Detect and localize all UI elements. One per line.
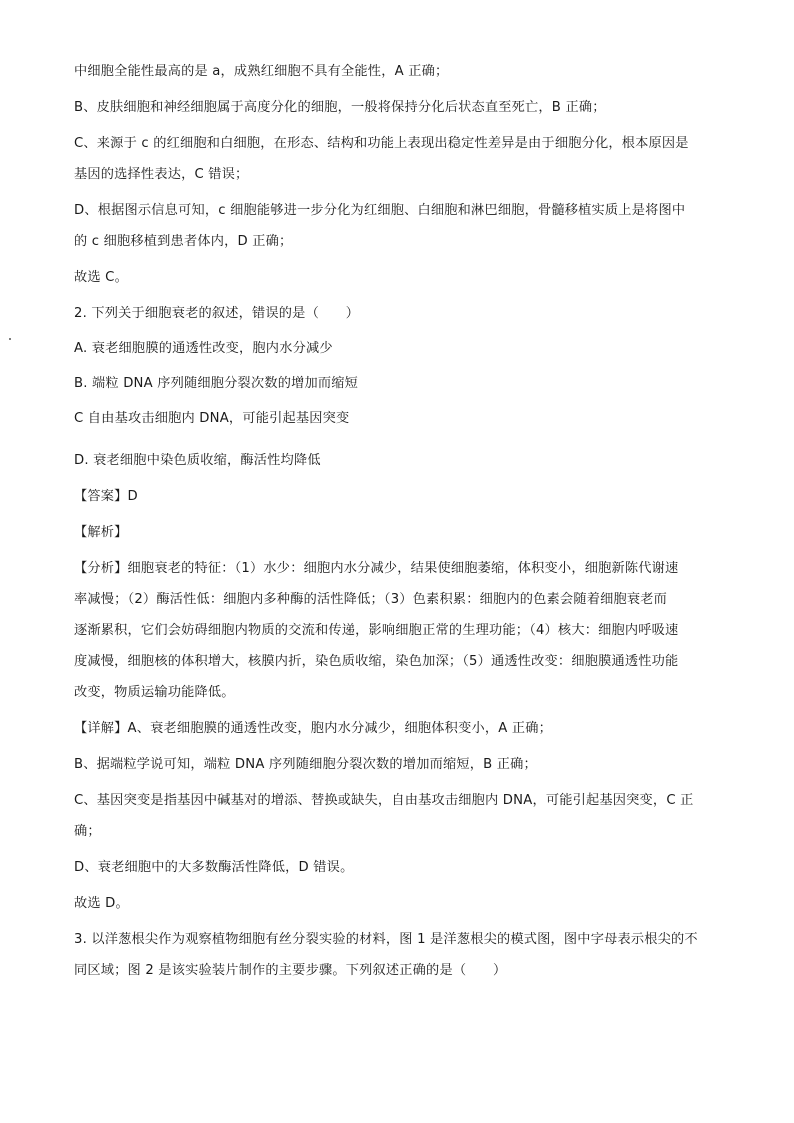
text-line-4: 基因的选择性表达，C 错误；: [74, 167, 249, 182]
analysis-line-2: 率减慢；（2）酶活性低：细胞内多种酶的活性降低；（3）色素积累：细胞内的色素会随着细胞衰老而: [74, 592, 668, 607]
detail-line-6: 故选 D。: [74, 896, 129, 911]
stray-dot-mark: [9, 338, 11, 340]
question-2-option-d: D. 衰老细胞中染色质收缩，酶活性均降低: [74, 453, 321, 468]
question-2-option-a: A. 衰老细胞膜的通透性改变，胞内水分减少: [74, 341, 333, 356]
analysis-line-3: 逐渐累积，它们会妨碍细胞内物质的交流和传递，影响细胞正常的生理功能；（4）核大：细胞内呼吸速: [74, 623, 679, 638]
question-2-option-b: B. 端粒 DNA 序列随细胞分裂次数的增加而缩短: [74, 376, 359, 391]
detail-line-1: 【详解】A、衰老细胞膜的通透性改变，胞内水分减少，细胞体积变小，A 正确；: [74, 721, 553, 736]
question-2-stem: 2. 下列关于细胞衰老的叙述，错误的是（ ）: [74, 306, 360, 321]
analysis-line-5: 改变，物质运输功能降低。: [74, 685, 235, 700]
text-line-5: D、根据图示信息可知，c 细胞能够进一步分化为红细胞、白细胞和淋巴细胞，骨髓移植实质上是将图中: [74, 203, 686, 218]
detail-line-5: D、衰老细胞中的大多数酶活性降低，D 错误。: [74, 860, 354, 875]
detail-line-2: B、据端粒学说可知，端粒 DNA 序列随细胞分裂次数的增加而缩短，B 正确；: [74, 757, 537, 772]
text-line-6: 的 c 细胞移植到患者体内，D 正确；: [74, 234, 293, 249]
detail-line-4: 确；: [74, 824, 101, 839]
document-page: [74, 62, 726, 980]
question-3-stem-line-2: 同区域；图 2 是该实验装片制作的主要步骤。下列叙述正确的是（ ）: [74, 963, 507, 978]
analysis-line-4: 度减慢，细胞核的体积增大，核膜内折，染色质收缩，染色加深；（5）通透性改变：细胞膜通透性功能: [74, 654, 679, 669]
text-line-2: B、皮肤细胞和神经细胞属于高度分化的细胞，一般将保持分化后状态直至死亡，B 正确；: [74, 100, 606, 115]
text-line-7: 故选 C。: [74, 270, 128, 285]
detail-line-3: C、基因突变是指基因中碱基对的增添、替换或缺失，自由基攻击细胞内 DNA，可能引起基因突变，C 正: [74, 793, 694, 808]
analysis-heading: 【解析】: [74, 525, 128, 540]
question-2-option-c: C 自由基攻击细胞内 DNA，可能引起基因突变: [74, 411, 350, 426]
answer-label: 【答案】D: [74, 489, 138, 504]
text-line-3: C、来源于 c 的红细胞和白细胞，在形态、结构和功能上表现出稳定性差异是由于细胞分化，根本原因是: [74, 136, 689, 151]
text-line-1: 中细胞全能性最高的是 a，成熟红细胞不具有全能性，A 正确；: [74, 64, 449, 79]
analysis-line-1: 【分析】细胞衰老的特征：（1）水少：细胞内水分减少，结果使细胞萎缩，体积变小，细胞新陈代谢速: [74, 561, 679, 576]
question-3-stem-line-1: 3. 以洋葱根尖作为观察植物细胞有丝分裂实验的材料，图 1 是洋葱根尖的模式图，图中字母表示根尖的不: [74, 932, 698, 947]
